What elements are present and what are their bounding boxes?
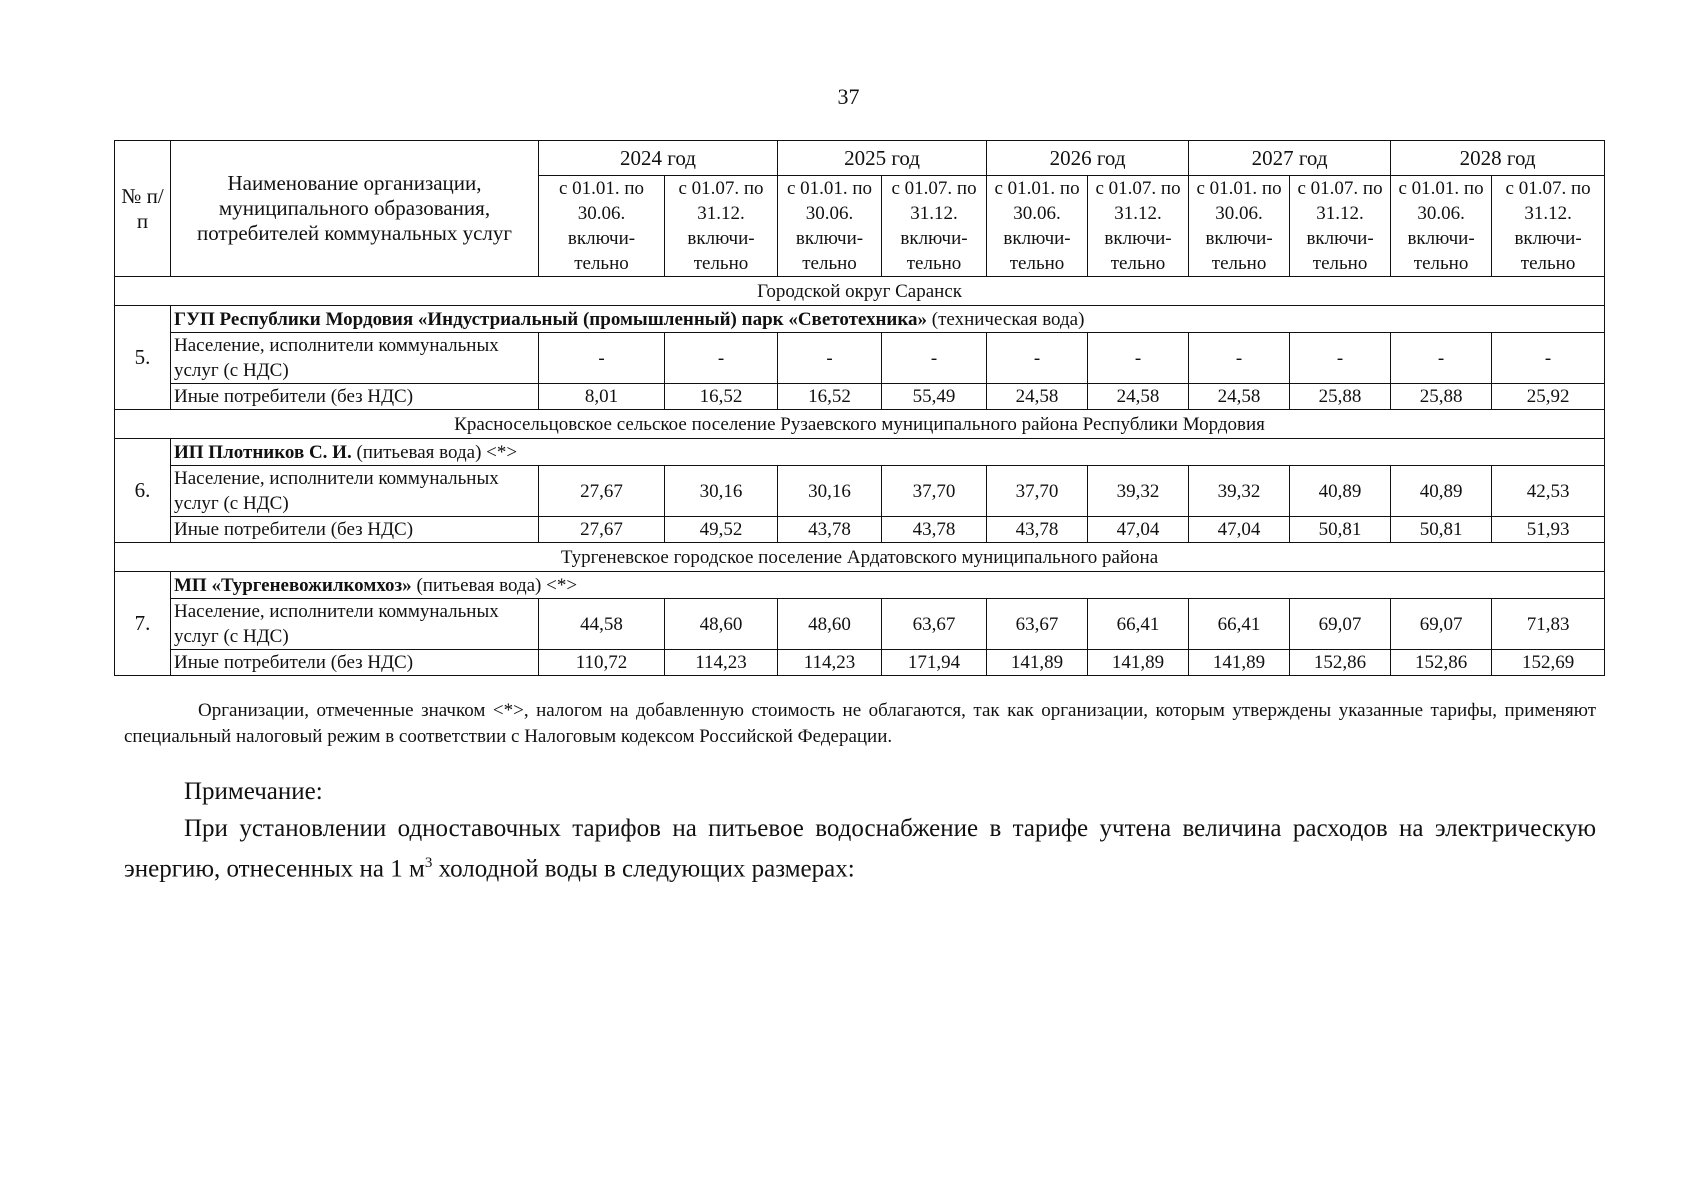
tariff-value: 25,92	[1492, 384, 1605, 410]
tariff-value: 55,49	[882, 384, 987, 410]
table-body	[115, 277, 1605, 676]
tariff-value: 25,88	[1391, 384, 1492, 410]
header-year: 2026 год	[987, 141, 1189, 176]
tariff-value: 114,23	[665, 650, 778, 676]
tariff-value: 40,89	[1391, 466, 1492, 517]
table-header	[115, 141, 1605, 277]
organization-name	[171, 439, 1605, 466]
header-year: 2025 год	[778, 141, 987, 176]
note-text-tail: холодной воды в следующих размерах:	[432, 855, 855, 883]
tariff-value: 37,70	[987, 466, 1088, 517]
tariff-value: -	[987, 333, 1088, 384]
consumer-label: Иные потребители (без НДС)	[171, 650, 539, 676]
tariff-value: 47,04	[1189, 517, 1290, 543]
organization-row	[115, 572, 1605, 599]
header-period-second-half: с 01.07. по 31.12. включи-тельно	[665, 176, 778, 277]
tariff-value: 152,86	[1290, 650, 1391, 676]
row-number: 7.	[115, 572, 171, 676]
header-period-first-half: с 01.01. по 30.06. включи-тельно	[1189, 176, 1290, 277]
tariff-value: 16,52	[778, 384, 882, 410]
consumer-label: Иные потребители (без НДС)	[171, 517, 539, 543]
header-year: 2024 год	[539, 141, 778, 176]
tariff-value: 66,41	[1189, 599, 1290, 650]
tariff-value: 49,52	[665, 517, 778, 543]
tariff-value: 43,78	[778, 517, 882, 543]
tariff-value: 171,94	[882, 650, 987, 676]
organization-name-bold: МП «Тургеневожилкомхоз»	[174, 574, 412, 596]
tariff-value: 25,88	[1290, 384, 1391, 410]
table-row	[115, 384, 1605, 410]
footnote: Организации, отмеченные значком <*>, налогом на добавленную стоимость не облагаются, так как организации, которым утверждены указанные тарифы, применяют специальный налоговый режим в соответствии с Налоговым кодексом Российской Федерации.	[124, 700, 1596, 747]
note-text-main: При установлении одноставочных тарифов на питьевое водоснабжение в тарифе учтена величина расходов на электрическую энергию, отнесенных на 1 м	[124, 815, 1596, 883]
tariff-value: 50,81	[1290, 517, 1391, 543]
organization-row	[115, 439, 1605, 466]
tariff-value: 43,78	[882, 517, 987, 543]
organization-row	[115, 306, 1605, 333]
header-period-first-half: с 01.01. по 30.06. включи-тельно	[539, 176, 665, 277]
tariff-value: 27,67	[539, 466, 665, 517]
header-year: 2027 год	[1189, 141, 1391, 176]
tariff-value: 27,67	[539, 517, 665, 543]
tariff-value: 42,53	[1492, 466, 1605, 517]
note-title: Примечание:	[184, 778, 323, 805]
organization-water-type: (питьевая вода) <*>	[351, 441, 518, 463]
row-number: 6.	[115, 439, 171, 543]
tariff-value: 39,32	[1189, 466, 1290, 517]
section-title: Городской округ Саранск	[115, 277, 1605, 306]
tariff-value: 24,58	[987, 384, 1088, 410]
tariff-value: -	[1391, 333, 1492, 384]
table-row	[115, 599, 1605, 650]
tariff-value: 30,16	[778, 466, 882, 517]
header-year: 2028 год	[1391, 141, 1605, 176]
organization-name	[171, 572, 1605, 599]
consumer-label: Иные потребители (без НДС)	[171, 384, 539, 410]
page-number: 37	[837, 84, 860, 109]
tariff-value: -	[1492, 333, 1605, 384]
header-period-first-half: с 01.01. по 30.06. включи-тельно	[1391, 176, 1492, 277]
tariff-value: -	[882, 333, 987, 384]
tariff-value: -	[539, 333, 665, 384]
section-title: Красносельцовское сельское поселение Рузаевского муниципального района Республики Мордовия	[115, 410, 1605, 439]
organization-name	[171, 306, 1605, 333]
table-row	[115, 650, 1605, 676]
tariff-value: 48,60	[665, 599, 778, 650]
tariff-value: 47,04	[1088, 517, 1189, 543]
tariff-value: 63,67	[987, 599, 1088, 650]
tariff-value: 16,52	[665, 384, 778, 410]
tariff-value: 44,58	[539, 599, 665, 650]
tariff-value: 114,23	[778, 650, 882, 676]
tariff-value: 69,07	[1391, 599, 1492, 650]
consumer-label: Население, исполнители коммунальных услуг (с НДС)	[171, 466, 539, 517]
organization-name-bold: ИП Плотников С. И.	[174, 441, 352, 463]
tariff-value: 152,86	[1391, 650, 1492, 676]
header-period-second-half: с 01.07. по 31.12. включи-тельно	[882, 176, 987, 277]
note-text	[124, 812, 1596, 886]
header-period-second-half: с 01.07. по 31.12. включи-тельно	[1492, 176, 1605, 277]
tariff-value: -	[1189, 333, 1290, 384]
tariff-value: 152,69	[1492, 650, 1605, 676]
tariff-value: 43,78	[987, 517, 1088, 543]
section-row	[115, 277, 1605, 306]
tariff-value: 40,89	[1290, 466, 1391, 517]
tariff-value: 71,83	[1492, 599, 1605, 650]
tariff-value: -	[665, 333, 778, 384]
tariff-value: 24,58	[1088, 384, 1189, 410]
organization-name-bold: ГУП Республики Мордовия «Индустриальный (промышленный) парк «Светотехника»	[174, 308, 928, 330]
row-number: 5.	[115, 306, 171, 410]
tariff-value: 69,07	[1290, 599, 1391, 650]
note-superscript: 3	[424, 855, 433, 871]
tariff-value: 66,41	[1088, 599, 1189, 650]
tariff-value: 50,81	[1391, 517, 1492, 543]
organization-water-type: (питьевая вода) <*>	[411, 574, 578, 596]
tariff-value: -	[1290, 333, 1391, 384]
header-organization: Наименование организации, муниципального образования, потребителей коммунальных услуг	[171, 141, 539, 277]
tariff-value: 8,01	[539, 384, 665, 410]
header-period-first-half: с 01.01. по 30.06. включи-тельно	[778, 176, 882, 277]
tariff-value: 141,89	[1189, 650, 1290, 676]
table-row	[115, 517, 1605, 543]
table-row	[115, 466, 1605, 517]
tariff-value: 141,89	[987, 650, 1088, 676]
tariff-value: 48,60	[778, 599, 882, 650]
section-row	[115, 410, 1605, 439]
tariff-value: 141,89	[1088, 650, 1189, 676]
tariff-value: 63,67	[882, 599, 987, 650]
tariff-value: 30,16	[665, 466, 778, 517]
consumer-label: Население, исполнители коммунальных услуг (с НДС)	[171, 599, 539, 650]
tariff-value: 110,72	[539, 650, 665, 676]
tariff-value: -	[778, 333, 882, 384]
tariff-value: -	[1088, 333, 1189, 384]
header-period-second-half: с 01.07. по 31.12. включи-тельно	[1290, 176, 1391, 277]
section-row	[115, 543, 1605, 572]
tariff-value: 24,58	[1189, 384, 1290, 410]
tariff-value: 37,70	[882, 466, 987, 517]
tariff-value: 51,93	[1492, 517, 1605, 543]
header-num: № п/п	[115, 141, 171, 277]
header-period-first-half: с 01.01. по 30.06. включи-тельно	[987, 176, 1088, 277]
table-row	[115, 333, 1605, 384]
consumer-label: Население, исполнители коммунальных услуг (с НДС)	[171, 333, 539, 384]
section-title: Тургеневское городское поселение Ардатовского муниципального района	[115, 543, 1605, 572]
tariff-table	[114, 140, 1605, 676]
organization-water-type: (техническая вода)	[927, 308, 1085, 330]
tariff-value: 39,32	[1088, 466, 1189, 517]
header-period-second-half: с 01.07. по 31.12. включи-тельно	[1088, 176, 1189, 277]
